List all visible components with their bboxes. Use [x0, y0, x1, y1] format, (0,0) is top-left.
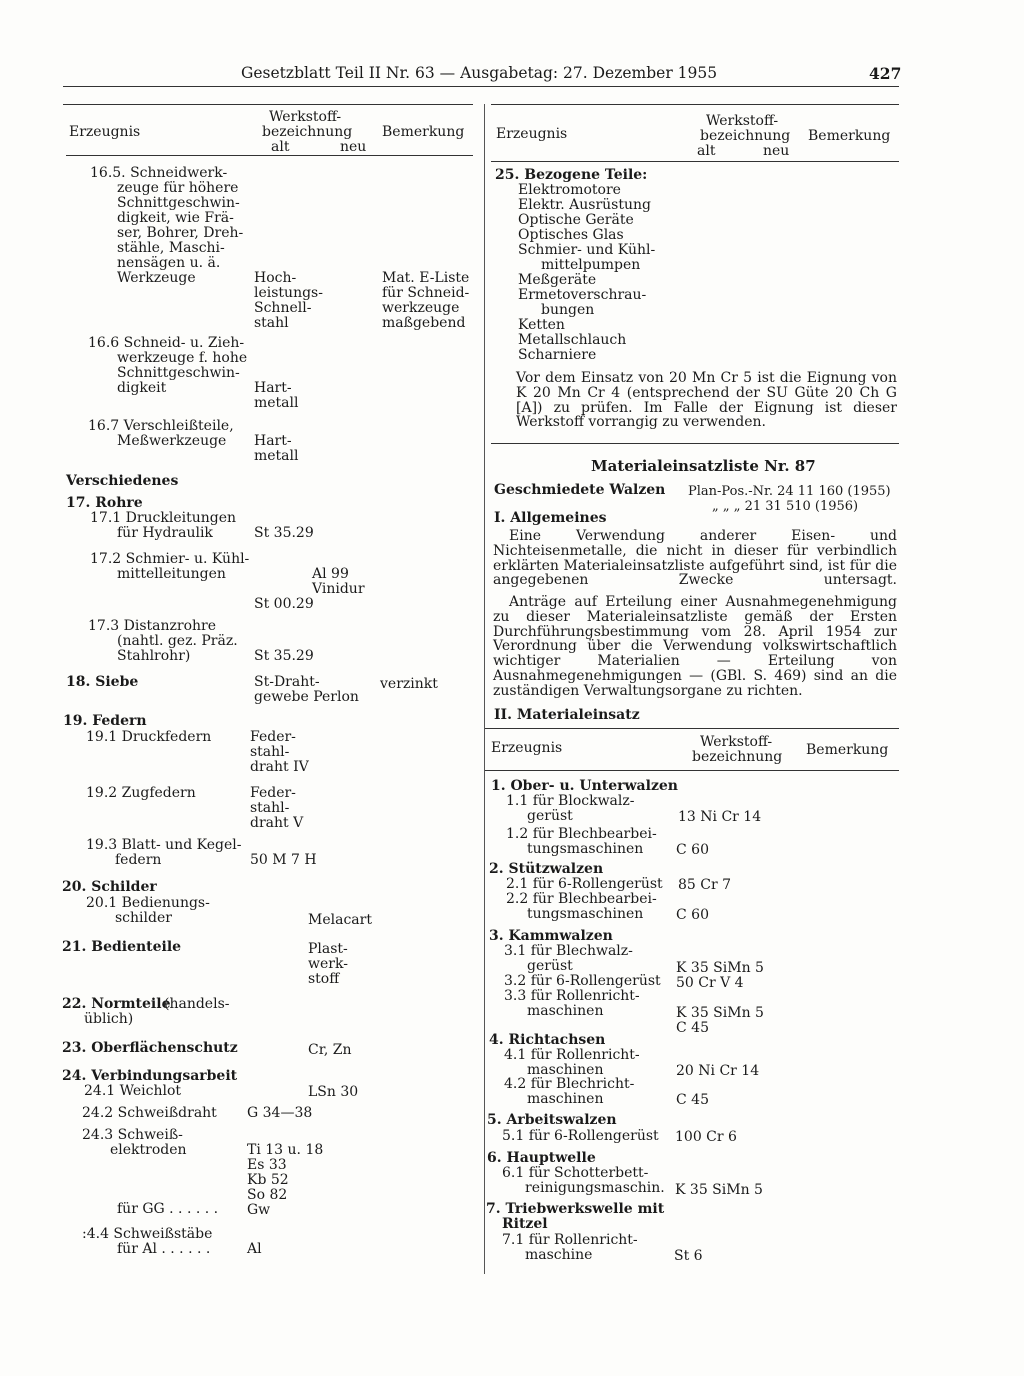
row-text: 3.2 für 6-Rollengerüst — [504, 973, 661, 989]
section-heading: 3. Kammwalzen — [489, 928, 613, 944]
row-text: (handels- — [164, 996, 230, 1012]
material-value: metall — [254, 395, 299, 411]
section-heading: 17. Rohre — [66, 495, 143, 511]
section-heading: 24. Verbindungsarbeit — [62, 1068, 238, 1084]
row-text: 17.3 Distanzrohre — [88, 618, 216, 634]
row-text: 24.3 Schweiß- — [82, 1127, 183, 1143]
material-value: 20 Ni Cr 14 — [676, 1063, 760, 1079]
material-value: metall — [254, 448, 299, 464]
material-value: werk- — [308, 956, 348, 972]
subsection-heading: II. Materialeinsatz — [494, 707, 640, 723]
row-text: (nahtl. gez. Präz. — [117, 633, 238, 649]
section-rule — [491, 443, 899, 444]
right-table-header-rule — [491, 161, 899, 162]
row-text: 6.1 für Schotterbett- — [502, 1165, 649, 1181]
material-value: Hart- — [254, 433, 292, 449]
row-text: schilder — [115, 910, 172, 926]
left-col-neu: neu — [340, 139, 367, 155]
material-value: K 35 SiMn 5 — [676, 960, 764, 976]
table2-col-erzeugnis: Erzeugnis — [491, 740, 563, 756]
material-value: St 00.29 — [254, 596, 314, 612]
material-value: Al — [247, 1241, 262, 1257]
row-text: reinigungsmaschin. — [525, 1180, 665, 1196]
material-value: gewebe Perlon — [254, 689, 359, 705]
material-value: G 34—38 — [247, 1105, 313, 1121]
material-value: Al 99 — [312, 566, 349, 582]
running-header: Gesetzblatt Teil II Nr. 63 — Ausgabetag: 27. Dezember 1955 — [241, 64, 718, 82]
left-col-alt: alt — [271, 139, 290, 155]
row-text: gerüst — [527, 808, 573, 824]
section-heading: 25. Bezogene Teile: — [495, 167, 648, 183]
material-value: St 6 — [674, 1248, 703, 1264]
row-text: federn — [115, 852, 162, 868]
row-text: digkeit, wie Frä- — [117, 210, 234, 226]
row-text: 1.1 für Blockwalz- — [506, 793, 635, 809]
section-heading: 4. Richtachsen — [489, 1032, 606, 1048]
row-text: 24.2 Schweißdraht — [82, 1105, 217, 1121]
list-heading: Materialeinsatzliste Nr. 87 — [591, 457, 816, 475]
note-paragraph: Vor dem Einsatz von 20 Mn Cr 5 ist die Eignung von K 20 Mn Cr 4 (entsprechend der SU Güte 20 Ch G [A]) zu prüfen. Im Falle der Eignung ist dieser Werkstoff vorrangig zu verwenden. — [516, 370, 897, 431]
material-value: Hart- — [254, 380, 292, 396]
row-text: stähle, Maschi- — [117, 240, 225, 256]
row-text: maschine — [525, 1247, 593, 1263]
row-text: ser, Bohrer, Dreh- — [117, 225, 244, 241]
row-text: Ermetoverschrau- — [518, 287, 647, 303]
row-text: Elektromotore — [518, 182, 621, 198]
right-col-neu: neu — [763, 143, 790, 159]
row-text: werkzeuge f. hohe — [117, 350, 248, 366]
material-value: Kb 52 — [247, 1172, 289, 1188]
material-value: draht V — [250, 815, 304, 831]
material-value: Melacart — [308, 912, 372, 928]
row-text: Ketten — [518, 317, 565, 333]
left-col-bezeichnung: bezeichnung — [262, 124, 353, 140]
section-heading: 7. Triebwerkswelle mit — [486, 1201, 665, 1217]
row-text: 3.1 für Blechwalz- — [504, 943, 633, 959]
material-value: C 45 — [676, 1092, 709, 1108]
row-text: tungsmaschinen — [527, 906, 644, 922]
material-value: stahl- — [250, 744, 290, 760]
material-value: K 35 SiMn 5 — [676, 1005, 764, 1021]
row-text: zeuge für höhere — [117, 180, 239, 196]
section-heading: 5. Arbeitswalzen — [487, 1112, 617, 1128]
row-text: Scharniere — [518, 347, 597, 363]
material-value: St 35.29 — [254, 525, 314, 541]
material-value: 13 Ni Cr 14 — [678, 809, 762, 825]
row-text: üblich) — [84, 1011, 134, 1027]
section-heading: Verschiedenes — [66, 473, 179, 489]
row-text: 4.1 für Rollenricht- — [504, 1047, 640, 1063]
row-text: 5.1 für 6-Rollengerüst — [502, 1128, 659, 1144]
row-text: bungen — [541, 302, 595, 318]
section-heading: 19. Federn — [63, 713, 147, 729]
material-value: Hoch- — [254, 270, 297, 286]
row-text: Meßgeräte — [518, 272, 597, 288]
material-value: draht IV — [250, 759, 309, 775]
row-text: 1.2 für Blechbearbei- — [506, 826, 657, 842]
remark-value: für Schneid- — [382, 285, 470, 301]
left-table-top-rule — [63, 104, 473, 105]
right-col-erzeugnis: Erzeugnis — [496, 126, 568, 142]
row-text: 19.3 Blatt- und Kegel- — [86, 837, 242, 853]
right-col-alt: alt — [697, 143, 716, 159]
remark-value: maßgebend — [382, 315, 466, 331]
material-value: Ti 13 u. 18 — [247, 1142, 324, 1158]
row-text: mittelleitungen — [117, 566, 226, 582]
row-text: Optische Geräte — [518, 212, 634, 228]
row-text: 3.3 für Rollenricht- — [504, 988, 640, 1004]
material-value: Plast- — [308, 941, 348, 957]
row-text: maschinen — [527, 1091, 604, 1107]
row-text: 16.7 Verschleißteile, — [88, 418, 234, 434]
right-col-werkstoff: Werkstoff- — [706, 113, 779, 129]
material-value: stahl- — [250, 800, 290, 816]
plan-pos-2: „ „ „ 21 31 510 (1956) — [712, 499, 859, 514]
section-heading: 20. Schilder — [62, 879, 157, 895]
row-text: Metallschlauch — [518, 332, 627, 348]
material-value: 100 Cr 6 — [675, 1129, 737, 1145]
row-text: 16.6 Schneid- u. Zieh- — [88, 335, 245, 351]
row-text: 16.5. Schneidwerk- — [90, 165, 228, 181]
row-text: 4.2 für Blechricht- — [504, 1076, 635, 1092]
row-text: :4.4 Schweißstäbe — [82, 1226, 213, 1242]
material-value: stahl — [254, 315, 289, 331]
left-table-header-rule — [66, 155, 473, 156]
paragraph-exemption: Anträge auf Erteilung einer Ausnahmegenehmigung zu dieser Materialeinsatzliste gemäß der Ersten Durchführungsbestimmung vom 28. April 1954 zur Verordnung über die Verwendung volkswirtschaftlich wichtiger Materialien — Erteilung von Ausnahmegenehmigungen — (GBl. S. 469) sind an die zuständigen Verwaltungsorgane zu richten. — [493, 594, 897, 699]
material-value: C 45 — [676, 1020, 709, 1036]
material-value: Es 33 — [247, 1157, 287, 1173]
material-value: C 60 — [676, 907, 709, 923]
material-value: Cr, Zn — [308, 1042, 352, 1058]
section-heading: 6. Hauptwelle — [487, 1150, 596, 1166]
material-value: K 35 SiMn 5 — [675, 1182, 763, 1198]
row-text: 19.1 Druckfedern — [86, 729, 212, 745]
material-value: LSn 30 — [308, 1084, 359, 1100]
material-value: Schnell- — [254, 300, 312, 316]
table2-top-rule — [485, 728, 899, 729]
material-value: St-Draht- — [254, 674, 320, 690]
material-value: St 35.29 — [254, 648, 314, 664]
material-value: leistungs- — [254, 285, 323, 301]
row-text: für GG . . . . . . — [117, 1201, 219, 1217]
left-col-bemerkung: Bemerkung — [382, 124, 465, 140]
remark-value: werkzeuge — [382, 300, 460, 316]
material-value: stoff — [308, 971, 340, 987]
subsection-heading: I. Allgemeines — [494, 510, 607, 526]
row-text: 17.1 Druckleitungen — [90, 510, 237, 526]
material-value: So 82 — [247, 1187, 288, 1203]
paragraph-general: Eine Verwendung anderer Eisen- und Nichteisenmetalle, die nicht in dieser für verbindlich erklärten Materialeinsatzliste aufgeführt sind, ist für die angegebenen Zwecke untersagt. — [493, 528, 897, 589]
row-text: 20.1 Bedienungs- — [86, 895, 210, 911]
row-text: 7.1 für Rollenricht- — [502, 1232, 638, 1248]
section-heading: 1. Ober- u. Unterwalzen — [491, 778, 678, 794]
material-value: Feder- — [250, 729, 296, 745]
material-value: 50 M 7 H — [250, 852, 317, 868]
remark-value: verzinkt — [380, 676, 438, 692]
row-text: mittelpumpen — [541, 257, 641, 273]
material-value: 50 Cr V 4 — [676, 975, 744, 991]
section-heading: 21. Bedienteile — [62, 939, 182, 955]
material-value: Vinidur — [312, 581, 365, 597]
remark-value: Mat. E-Liste — [382, 270, 470, 286]
row-text: Schnittgeschwin- — [117, 365, 240, 381]
page-number: 427 — [869, 64, 902, 83]
row-text: Elektr. Ausrüstung — [518, 197, 651, 213]
row-text: Optisches Glas — [518, 227, 624, 243]
row-text: maschinen — [527, 1003, 604, 1019]
row-text: Stahlrohr) — [117, 648, 191, 664]
right-table-top-rule — [491, 104, 899, 105]
material-value: C 60 — [676, 842, 709, 858]
column-divider — [484, 104, 485, 1274]
right-col-bemerkung: Bemerkung — [808, 128, 891, 144]
product-title: Geschmiedete Walzen — [494, 482, 666, 498]
table2-col-werkstoff: Werkstoff- — [700, 734, 773, 750]
row-text: 2.1 für 6-Rollengerüst — [506, 876, 663, 892]
table2-col-bemerkung: Bemerkung — [806, 742, 889, 758]
row-text: nensägen u. ä. — [117, 255, 221, 271]
plan-pos-1: Plan-Pos.-Nr. 24 11 160 (1955) — [688, 484, 891, 499]
row-text: Schmier- und Kühl- — [518, 242, 656, 258]
header-rule — [63, 86, 899, 87]
row-text: tungsmaschinen — [527, 841, 644, 857]
row-text: für Hydraulik — [117, 525, 213, 541]
row-text: gerüst — [527, 958, 573, 974]
section-heading: 22. Normteile — [62, 996, 171, 1012]
right-col-bezeichnung: bezeichnung — [700, 128, 791, 144]
table2-header-rule — [485, 770, 899, 771]
row-text: Meßwerkzeuge — [117, 433, 227, 449]
row-text: maschinen — [527, 1062, 604, 1078]
row-text: 2.2 für Blechbearbei- — [506, 891, 657, 907]
row-text: digkeit — [117, 380, 167, 396]
left-col-werkstoff: Werkstoff- — [269, 109, 342, 125]
material-value: Gw — [247, 1202, 271, 1218]
row-text: Schnittgeschwin- — [117, 195, 240, 211]
material-value: Feder- — [250, 785, 296, 801]
section-heading: 23. Oberflächenschutz — [62, 1040, 238, 1056]
row-text: 24.1 Weichlot — [84, 1083, 182, 1099]
section-heading: 2. Stützwalzen — [489, 861, 604, 877]
section-heading: 18. Siebe — [66, 674, 139, 690]
section-heading: Ritzel — [502, 1216, 548, 1232]
left-col-erzeugnis: Erzeugnis — [69, 124, 141, 140]
row-text: für Al . . . . . . — [117, 1241, 211, 1257]
table2-col-bezeichnung: bezeichnung — [692, 749, 783, 765]
row-text: Werkzeuge — [117, 270, 196, 286]
row-text: 19.2 Zugfedern — [86, 785, 196, 801]
material-value: 85 Cr 7 — [678, 877, 732, 893]
row-text: elektroden — [110, 1142, 187, 1158]
row-text: 17.2 Schmier- u. Kühl- — [90, 551, 250, 567]
